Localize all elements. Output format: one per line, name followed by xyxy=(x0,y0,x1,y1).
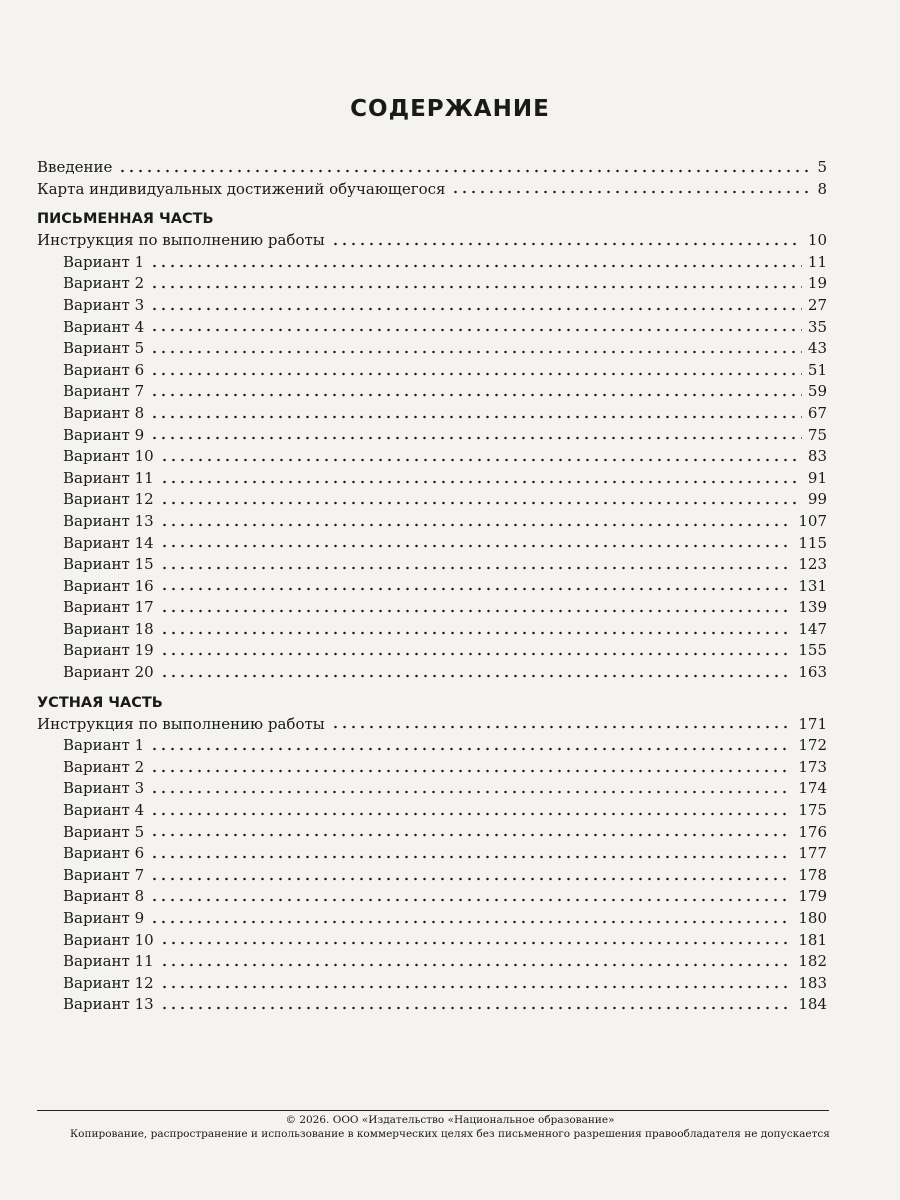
toc-entry-label: Вариант 3 xyxy=(63,779,145,798)
toc-entry-page: 115 xyxy=(798,533,827,552)
toc-entry-label: Вариант 12 xyxy=(63,973,154,992)
toc-entry xyxy=(37,317,827,339)
dot-leader xyxy=(150,833,792,837)
dot-leader xyxy=(160,544,793,548)
toc-entry-label: Вариант 4 xyxy=(63,317,145,336)
toc-entry-label: Инструкция по выполнению работы xyxy=(37,714,325,733)
toc-entry-page: 51 xyxy=(807,360,827,379)
toc-entry-label: Вариант 11 xyxy=(63,468,154,487)
toc-entry-page: 177 xyxy=(798,844,827,863)
toc-entry-page: 174 xyxy=(798,779,827,798)
toc-entry xyxy=(37,533,827,555)
page-title: СОДЕРЖАНИЕ xyxy=(350,96,550,122)
dot-leader xyxy=(150,328,802,332)
toc-entry xyxy=(37,403,827,425)
dot-leader xyxy=(451,190,811,194)
toc-entry-label: Вариант 9 xyxy=(63,909,145,927)
toc-entry-page: 107 xyxy=(798,511,827,530)
toc-entry-page: 183 xyxy=(798,973,827,992)
toc-entry xyxy=(37,446,827,468)
dot-leader xyxy=(150,307,802,311)
toc-entry xyxy=(37,843,827,865)
dot-leader xyxy=(150,350,802,354)
toc-entry-page: 91 xyxy=(807,468,827,487)
footer-notice: Копирование, распространение и использование в коммерческих целях без письменного разрешения правообладателя не допускается xyxy=(70,1128,830,1140)
toc-entry-page: 131 xyxy=(798,576,827,595)
toc-entry-page: 184 xyxy=(798,995,827,1014)
toc-entry-page: 180 xyxy=(798,909,827,927)
toc-entry xyxy=(37,619,827,641)
toc-entry xyxy=(37,735,827,757)
dot-leader xyxy=(150,812,792,816)
dot-leader xyxy=(118,169,811,173)
written-list xyxy=(37,230,827,683)
dot-leader xyxy=(150,790,792,794)
dot-leader xyxy=(160,652,793,656)
dot-leader xyxy=(160,501,802,505)
toc-entry xyxy=(37,360,827,382)
toc-entry xyxy=(37,511,827,533)
dot-leader xyxy=(150,877,792,881)
oral-list xyxy=(37,714,827,1016)
toc-entry xyxy=(37,338,827,360)
toc-entry-label: Карта индивидуальных достижений обучающегося xyxy=(37,179,446,198)
dot-leader xyxy=(150,855,792,859)
toc-entry-label: Вариант 6 xyxy=(63,844,145,863)
table-of-contents xyxy=(37,157,827,1016)
toc-entry xyxy=(37,554,827,576)
toc-entry-label: Вариант 13 xyxy=(63,511,154,530)
toc-entry-label: Вариант 2 xyxy=(63,274,145,293)
dot-leader xyxy=(160,458,802,462)
toc-entry-label: Вариант 19 xyxy=(63,641,154,660)
toc-entry xyxy=(37,757,827,779)
footer-copyright: © 2026. ООО «Издательство «Национальное образование» xyxy=(285,1114,615,1126)
toc-entry-label: Вариант 2 xyxy=(63,757,145,776)
section-heading-written: ПИСЬМЕННАЯ ЧАСТЬ xyxy=(37,211,214,228)
toc-entry-page: 67 xyxy=(807,403,827,422)
toc-entry xyxy=(37,295,827,317)
toc-entry-label: Вариант 7 xyxy=(63,865,145,884)
toc-entry-label: Вариант 9 xyxy=(63,425,145,444)
toc-entry xyxy=(37,381,827,403)
dot-leader xyxy=(150,898,792,902)
toc-entry-page: 8 xyxy=(817,179,827,198)
toc-entry-label: Вариант 11 xyxy=(63,952,154,971)
dot-leader xyxy=(150,393,802,397)
toc-entry-page: 172 xyxy=(798,736,827,755)
toc-entry-page: 11 xyxy=(807,252,827,271)
toc-entry-label: Вариант 20 xyxy=(63,663,154,682)
toc-entry xyxy=(37,576,827,598)
toc-entry xyxy=(37,714,827,736)
toc-entry-page: 75 xyxy=(807,425,827,444)
dot-leader xyxy=(160,1006,793,1010)
toc-entry-page: 176 xyxy=(798,822,827,841)
toc-entry xyxy=(37,908,827,930)
dot-leader xyxy=(160,480,802,484)
toc-entry-page: 123 xyxy=(798,555,827,574)
toc-entry xyxy=(37,425,827,447)
toc-entry xyxy=(37,252,827,274)
toc-entry-label: Вариант 18 xyxy=(63,619,154,638)
toc-entry-label: Вариант 7 xyxy=(63,382,145,401)
footer-divider xyxy=(37,1110,829,1111)
toc-entry xyxy=(37,273,827,295)
intro-list xyxy=(37,157,827,200)
toc-entry-page: 163 xyxy=(798,663,827,682)
toc-entry-page: 139 xyxy=(798,598,827,617)
dot-leader xyxy=(160,587,793,591)
toc-entry-label: Вариант 1 xyxy=(63,252,145,271)
toc-entry-page: 181 xyxy=(798,930,827,949)
toc-entry xyxy=(37,886,827,908)
toc-entry xyxy=(37,468,827,490)
dot-leader xyxy=(331,242,802,246)
footer xyxy=(0,1113,900,1141)
dot-leader xyxy=(150,285,802,289)
toc-entry xyxy=(37,157,827,179)
toc-entry-label: Вариант 12 xyxy=(63,490,154,509)
dot-leader xyxy=(150,920,792,924)
toc-entry-label: Вариант 4 xyxy=(63,801,145,820)
dot-leader xyxy=(150,769,792,773)
toc-entry-label: Вариант 14 xyxy=(63,533,154,552)
toc-entry xyxy=(37,994,827,1016)
dot-leader xyxy=(160,609,793,613)
toc-entry-label: Вариант 10 xyxy=(63,447,154,466)
toc-entry-page: 182 xyxy=(798,952,827,971)
toc-entry-page: 178 xyxy=(798,865,827,884)
toc-entry-label: Инструкция по выполнению работы xyxy=(37,231,325,250)
toc-entry-page: 5 xyxy=(817,158,827,176)
toc-entry xyxy=(37,179,827,201)
toc-entry-page: 43 xyxy=(807,339,827,358)
toc-entry-page: 99 xyxy=(807,490,827,509)
dot-leader xyxy=(160,985,793,989)
toc-entry-label: Вариант 6 xyxy=(63,360,145,379)
toc-entry xyxy=(37,822,827,844)
toc-entry-page: 83 xyxy=(807,447,827,466)
dot-leader xyxy=(160,674,793,678)
dot-leader xyxy=(150,372,802,376)
toc-entry-page: 10 xyxy=(807,231,827,250)
toc-entry xyxy=(37,865,827,887)
dot-leader xyxy=(150,415,802,419)
toc-entry xyxy=(37,489,827,511)
dot-leader xyxy=(160,523,793,527)
toc-entry xyxy=(37,930,827,952)
toc-entry-label: Вариант 16 xyxy=(63,576,154,595)
toc-entry-page: 175 xyxy=(798,801,827,820)
toc-entry-label: Вариант 10 xyxy=(63,930,154,949)
toc-entry xyxy=(37,778,827,800)
toc-entry-page: 173 xyxy=(798,757,827,776)
toc-entry-page: 179 xyxy=(798,887,827,906)
toc-entry-label: Введение xyxy=(37,158,113,176)
dot-leader xyxy=(150,747,792,751)
dot-leader xyxy=(160,941,793,945)
dot-leader xyxy=(160,963,793,967)
toc-entry xyxy=(37,640,827,662)
toc-entry-label: Вариант 5 xyxy=(63,822,145,841)
toc-entry-label: Вариант 8 xyxy=(63,403,145,422)
toc-entry-page: 27 xyxy=(807,295,827,314)
toc-entry xyxy=(37,662,827,684)
toc-entry-page: 155 xyxy=(798,641,827,660)
dot-leader xyxy=(150,436,802,440)
toc-entry-label: Вариант 3 xyxy=(63,295,145,314)
toc-entry-label: Вариант 8 xyxy=(63,887,145,906)
toc-entry-label: Вариант 5 xyxy=(63,339,145,358)
toc-entry xyxy=(37,973,827,995)
toc-entry-label: Вариант 17 xyxy=(63,598,154,617)
dot-leader xyxy=(160,566,793,570)
toc-entry xyxy=(37,230,827,252)
toc-entry-label: Вариант 15 xyxy=(63,555,154,574)
toc-entry-page: 19 xyxy=(807,274,827,293)
dot-leader xyxy=(160,631,793,635)
toc-entry-page: 59 xyxy=(807,382,827,401)
toc-entry xyxy=(37,800,827,822)
toc-entry xyxy=(37,597,827,619)
dot-leader xyxy=(150,264,802,268)
section-heading-oral: УСТНАЯ ЧАСТЬ xyxy=(37,694,163,711)
toc-entry xyxy=(37,951,827,973)
toc-entry-label: Вариант 1 xyxy=(63,736,145,755)
toc-entry-page: 171 xyxy=(798,714,827,733)
toc-entry-page: 147 xyxy=(798,619,827,638)
toc-entry-page: 35 xyxy=(807,317,827,336)
dot-leader xyxy=(331,725,793,729)
toc-entry-label: Вариант 13 xyxy=(63,995,154,1014)
